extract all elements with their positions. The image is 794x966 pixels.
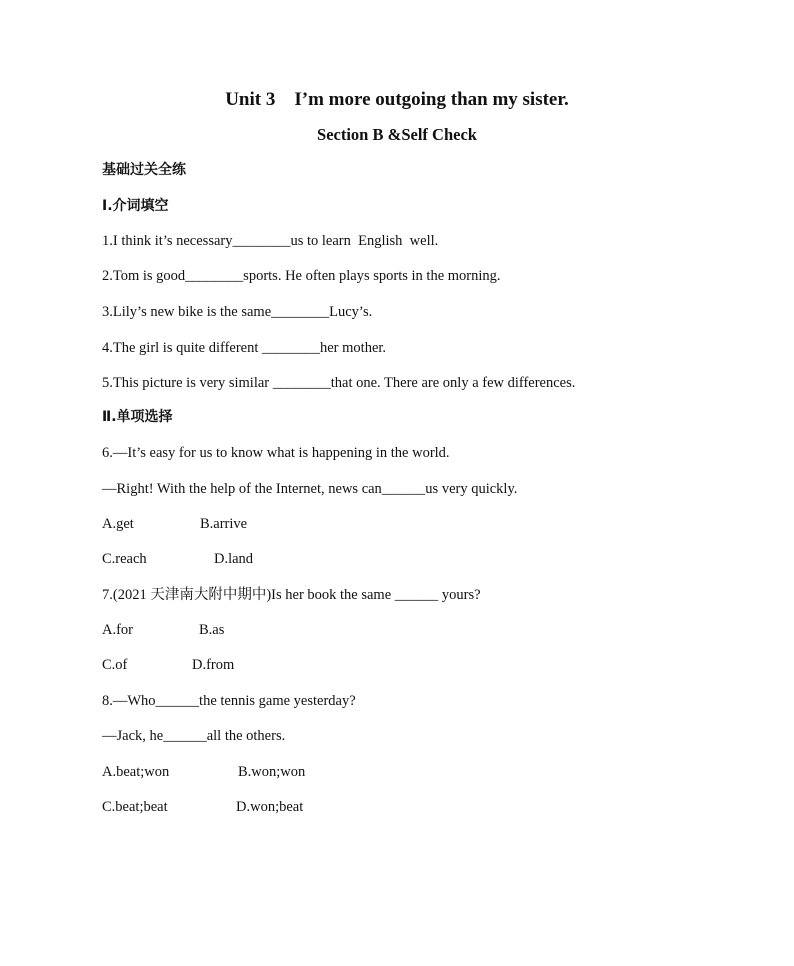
page-title: Unit 3 I’m more outgoing than my sister. [225,89,569,110]
question-5: 5.This picture is very similar ________that one. There are only a few differences. [102,375,576,391]
question-4: 4.The girl is quite different ________her mother. [102,340,387,356]
question-6: 6.—It’s easy for us to know what is happening in the world. [102,445,450,461]
option-8a: A.beat;won [102,764,170,780]
option-6b: B.arrive [200,516,248,532]
section-2-heading: Ⅱ.单项选择 [102,409,173,425]
section-1-heading: Ⅰ.介词填空 [102,198,169,214]
option-6d: D.land [214,551,254,567]
option-6c: C.reach [102,551,147,567]
option-7c: C.of [102,657,128,673]
question-6-reply: —Right! With the help of the Internet, news can______us very quickly. [102,481,518,497]
option-7b: B.as [199,622,225,638]
option-6a: A.get [102,516,134,532]
question-1: 1.I think it’s necessary________us to learn English well. [102,233,439,249]
option-7d: D.from [192,657,235,673]
option-7a: A.for [102,622,134,638]
question-3: 3.Lily’s new bike is the same________Lucy’s. [102,304,373,320]
option-8b: B.won;won [238,764,306,780]
option-8d: D.won;beat [236,799,304,815]
question-2: 2.Tom is good________sports. He often plays sports in the morning. [102,268,501,284]
question-7: 7.(2021 天津南大附中期中)Is her book the same ______ yours? [102,587,481,603]
question-8-reply: —Jack, he______all the others. [102,728,286,744]
question-8: 8.—Who______the tennis game yesterday? [102,693,356,709]
exercise-heading: 基础过关全练 [102,162,186,178]
option-8c: C.beat;beat [102,799,168,815]
section-subtitle: Section B &Self Check [317,125,477,144]
